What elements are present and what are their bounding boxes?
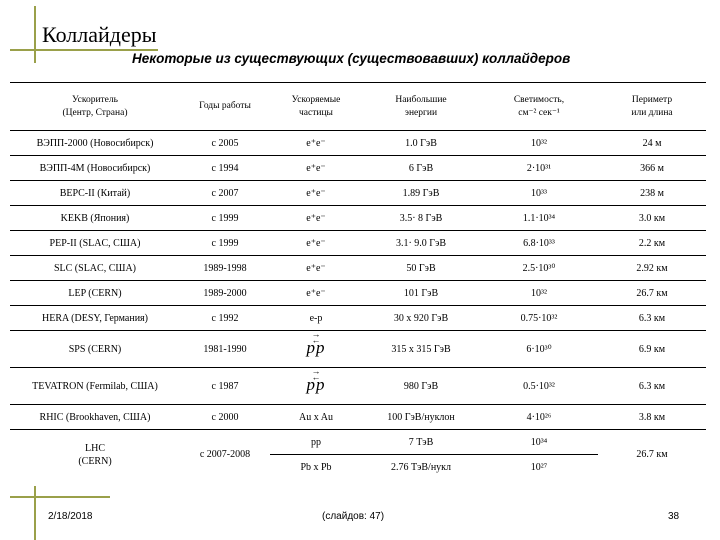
cell-energy: 2.76 ТэВ/нукл	[390, 461, 452, 473]
cell-name: RHIC (Brookhaven, США)	[10, 405, 180, 430]
cell-luminosity: 2.5·10³⁰	[480, 256, 598, 281]
cell-length: 2.2 км	[598, 231, 706, 256]
cell-luminosity: 1.1·10³⁴	[480, 206, 598, 231]
cell-energy: 3.1· 9.0 ГэВ	[362, 231, 480, 256]
cell-name: LEP (CERN)	[10, 281, 180, 306]
cell-particles: e⁺e⁻	[270, 231, 362, 256]
cell-energy: 980 ГэВ	[362, 368, 480, 405]
cell-luminosity: 4·10²⁶	[480, 405, 598, 430]
cell-years: с 2005	[180, 131, 270, 156]
cell-energy: 101 ГэВ	[362, 281, 480, 306]
cell-name: SLC (SLAC, США)	[10, 256, 180, 281]
cell-years: 1989-2000	[180, 281, 270, 306]
cell-years-lhc: с 2007-2008	[199, 449, 251, 460]
cell-length: 3.8 км	[598, 405, 706, 430]
cell-years: с 1992	[180, 306, 270, 331]
cell-years: с 2000	[180, 405, 270, 430]
cell-name: ВЭПП-2000 (Новосибирск)	[10, 131, 180, 156]
header-energy: Наибольшие энергии	[362, 83, 480, 131]
cell-luminosity: 6.8·10³³	[480, 231, 598, 256]
cell-length: 2.92 км	[598, 256, 706, 281]
table-row	[10, 231, 706, 256]
cell-luminosity: 10³²	[480, 281, 598, 306]
cell-luminosity: 0.5·10³²	[480, 368, 598, 405]
cell-name: SPS (CERN)	[10, 331, 180, 368]
cell-name: HERA (DESY, Германия)	[10, 306, 180, 331]
cell-years: 1989-1998	[180, 256, 270, 281]
cell-years: с 1987	[180, 368, 270, 405]
table-row	[10, 181, 706, 206]
cell-length: 6.9 км	[598, 331, 706, 368]
cell-years: с 1999	[180, 231, 270, 256]
collider-table	[10, 82, 706, 479]
cell-particles: e⁺e⁻	[270, 281, 362, 306]
header-accelerator: Ускоритель (Центр, Страна)	[10, 83, 180, 131]
cell-years: 1981-1990	[180, 331, 270, 368]
cell-energy: 1.89 ГэВ	[362, 181, 480, 206]
cell-energy: 6 ГэВ	[362, 156, 480, 181]
footer-slide-count: (слайдов: 47)	[322, 511, 385, 522]
cell-particles	[270, 331, 362, 368]
cell-energy: 3.5· 8 ГэВ	[362, 206, 480, 231]
header-years: Годы работы	[180, 83, 270, 131]
table-row	[10, 306, 706, 331]
cell-name-lhc: LHC (CERN)	[78, 442, 112, 467]
table-row-lhc	[10, 430, 706, 455]
header-luminosity: Светимость, см⁻² сек⁻¹	[480, 83, 598, 131]
cell-luminosity: 10³²	[480, 131, 598, 156]
cell-length: 6.3 км	[598, 306, 706, 331]
cell-particles	[270, 368, 362, 405]
proton-antiproton-symbol: → pp ←	[307, 341, 326, 354]
cell-particles: e⁺e⁻	[270, 206, 362, 231]
cell-energy: 100 ГэВ/нуклон	[362, 405, 480, 430]
cell-years: с 2007	[180, 181, 270, 206]
decor-line-vertical-bottom	[34, 486, 36, 540]
cell-luminosity: 6·10³⁰	[480, 331, 598, 368]
slide-title: Коллайдеры	[42, 22, 157, 47]
footer-date: 2/18/2018	[48, 511, 93, 522]
decor-line-horizontal-bottom	[10, 496, 110, 498]
table-row	[10, 281, 706, 306]
cell-length-lhc: 26.7 км	[636, 449, 668, 460]
cell-particles: Au x Au	[270, 405, 362, 430]
table-header-row	[10, 83, 706, 131]
cell-energy: 50 ГэВ	[362, 256, 480, 281]
cell-particles: e⁺e⁻	[270, 131, 362, 156]
table-row	[10, 156, 706, 181]
cell-particles: pp	[270, 430, 362, 455]
cell-energy: 30 x 920 ГэВ	[362, 306, 480, 331]
cell-luminosity: 10³⁴	[480, 430, 598, 455]
cell-length: 3.0 км	[598, 206, 706, 231]
cell-years: с 1994	[180, 156, 270, 181]
table-row	[10, 405, 706, 430]
footer-page-number: 38	[668, 511, 680, 522]
slide-subtitle: Некоторые из существующих (существовавших) коллайдеров	[132, 51, 571, 66]
cell-length: 26.7 км	[598, 281, 706, 306]
cell-luminosity: 10²⁷	[530, 461, 548, 473]
table-row	[10, 368, 706, 405]
table-row	[10, 331, 706, 368]
cell-particles: e⁺e⁻	[270, 181, 362, 206]
cell-particles: e⁺e⁻	[270, 256, 362, 281]
decor-line-vertical	[34, 6, 36, 63]
cell-length: 366 м	[598, 156, 706, 181]
table-row	[10, 206, 706, 231]
cell-particles: e⁺e⁻	[270, 156, 362, 181]
cell-particles: Pb x Pb	[300, 461, 332, 473]
cell-name: ВЭПП-4М (Новосибирск)	[10, 156, 180, 181]
cell-name: KEKB (Япония)	[10, 206, 180, 231]
table-row	[10, 131, 706, 156]
cell-length: 24 м	[598, 131, 706, 156]
cell-energy: 1.0 ГэВ	[362, 131, 480, 156]
header-particles: Ускоряемые частицы	[270, 83, 362, 131]
cell-name: BEPC-II (Китай)	[10, 181, 180, 206]
cell-particles: e-p	[270, 306, 362, 331]
cell-luminosity: 2·10³¹	[480, 156, 598, 181]
cell-luminosity: 0.75·10³²	[480, 306, 598, 331]
proton-antiproton-symbol: → pp ←	[307, 378, 326, 391]
cell-name: PEP-II (SLAC, США)	[10, 231, 180, 256]
cell-length: 238 м	[598, 181, 706, 206]
header-length: Периметр или длина	[598, 83, 706, 131]
table-row	[10, 256, 706, 281]
cell-energy: 7 ТэВ	[362, 430, 480, 455]
cell-name: TEVATRON (Fermilab, США)	[10, 368, 180, 405]
cell-length: 6.3 км	[598, 368, 706, 405]
cell-luminosity: 10³³	[480, 181, 598, 206]
cell-energy: 315 x 315 ГэВ	[362, 331, 480, 368]
cell-years: с 1999	[180, 206, 270, 231]
